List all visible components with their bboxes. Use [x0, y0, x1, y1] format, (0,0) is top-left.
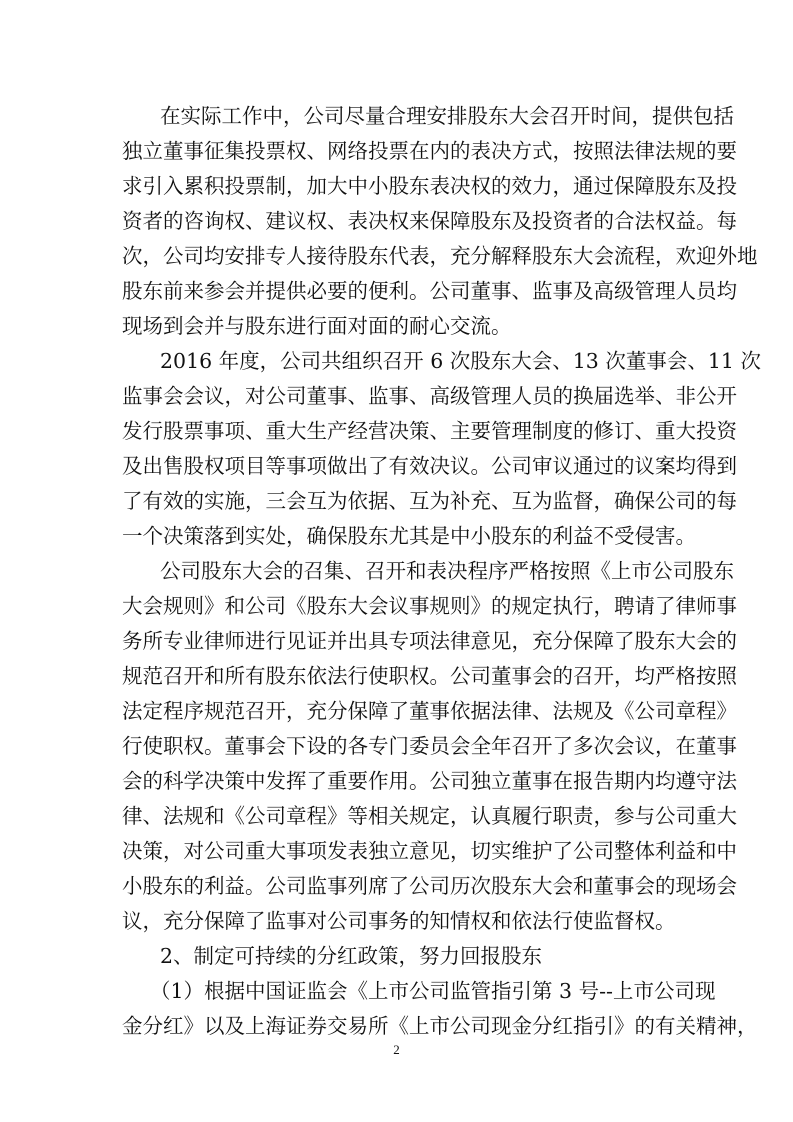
text-line: 2016 年度，公司共组织召开 6 次股东大会、13 次董事会、11 次: [160, 349, 761, 373]
text-line: 公司股东大会的召集、召开和表决程序严格按照《上市公司股东: [160, 559, 734, 583]
text-line: 决策，对公司重大事项发表独立意见，切实维护了公司整体利益和中: [122, 839, 737, 863]
text-line: 会的科学决策中发挥了重要作用。公司独立董事在报告期内均遵守法: [122, 769, 737, 793]
text-line: 及出售股权项目等事项做出了有效决议。公司审议通过的议案均得到: [122, 454, 737, 478]
text-line: 股东前来参会并提供必要的便利。公司董事、监事及高级管理人员均: [122, 279, 737, 303]
text-line: 一个决策落到实处，确保股东尤其是中小股东的利益不受侵害。: [122, 524, 696, 548]
text-line: 行使职权。董事会下设的各专门委员会全年召开了多次会议，在董事: [122, 734, 737, 758]
text-line: 求引入累积投票制，加大中小股东表决权的效力，通过保障股东及投: [122, 174, 737, 198]
text-line: 务所专业律师进行见证并出具专项法律意见，充分保障了股东大会的: [122, 629, 737, 653]
text-line: 资者的咨询权、建议权、表决权来保障股东及投资者的合法权益。每: [122, 209, 737, 233]
text-line: 大会规则》和公司《股东大会议事规则》的规定执行，聘请了律师事: [122, 594, 737, 618]
text-line: 现场到会并与股东进行面对面的耐心交流。: [122, 314, 512, 338]
text-line: 律、法规和《公司章程》等相关规定，认真履行职责，参与公司重大: [122, 804, 737, 828]
text-line: （1）根据中国证监会《上市公司监管指引第 3 号--上市公司现: [150, 979, 716, 1003]
text-line: 规范召开和所有股东依法行使职权。公司董事会的召开，均严格按照: [122, 664, 737, 688]
text-line: 小股东的利益。公司监事列席了公司历次股东大会和董事会的现场会: [122, 874, 737, 898]
text-line: 独立董事征集投票权、网络投票在内的表决方式，按照法律法规的要: [122, 139, 737, 163]
text-line: 议，充分保障了监事对公司事务的知情权和依法行使监督权。: [122, 909, 676, 933]
section-heading: 2、制定可持续的分红政策，努力回报股东: [160, 944, 543, 968]
text-line: 发行股票事项、重大生产经营决策、主要管理制度的修订、重大投资: [122, 419, 737, 443]
page-number: 2: [393, 1042, 400, 1057]
text-line: 法定程序规范召开，充分保障了董事依据法律、法规及《公司章程》: [122, 699, 737, 723]
text-line: 监事会会议，对公司董事、监事、高级管理人员的换届选举、非公开: [122, 384, 737, 408]
text-line: 了有效的实施，三会互为依据、互为补充、互为监督，确保公司的每: [122, 489, 737, 513]
text-line: 金分红》以及上海证券交易所《上市公司现金分红指引》的有关精神，: [122, 1014, 758, 1038]
text-line: 次，公司均安排专人接待股东代表，充分解释股东大会流程，欢迎外地: [122, 244, 758, 268]
text-line: 在实际工作中，公司尽量合理安排股东大会召开时间，提供包括: [160, 104, 734, 128]
